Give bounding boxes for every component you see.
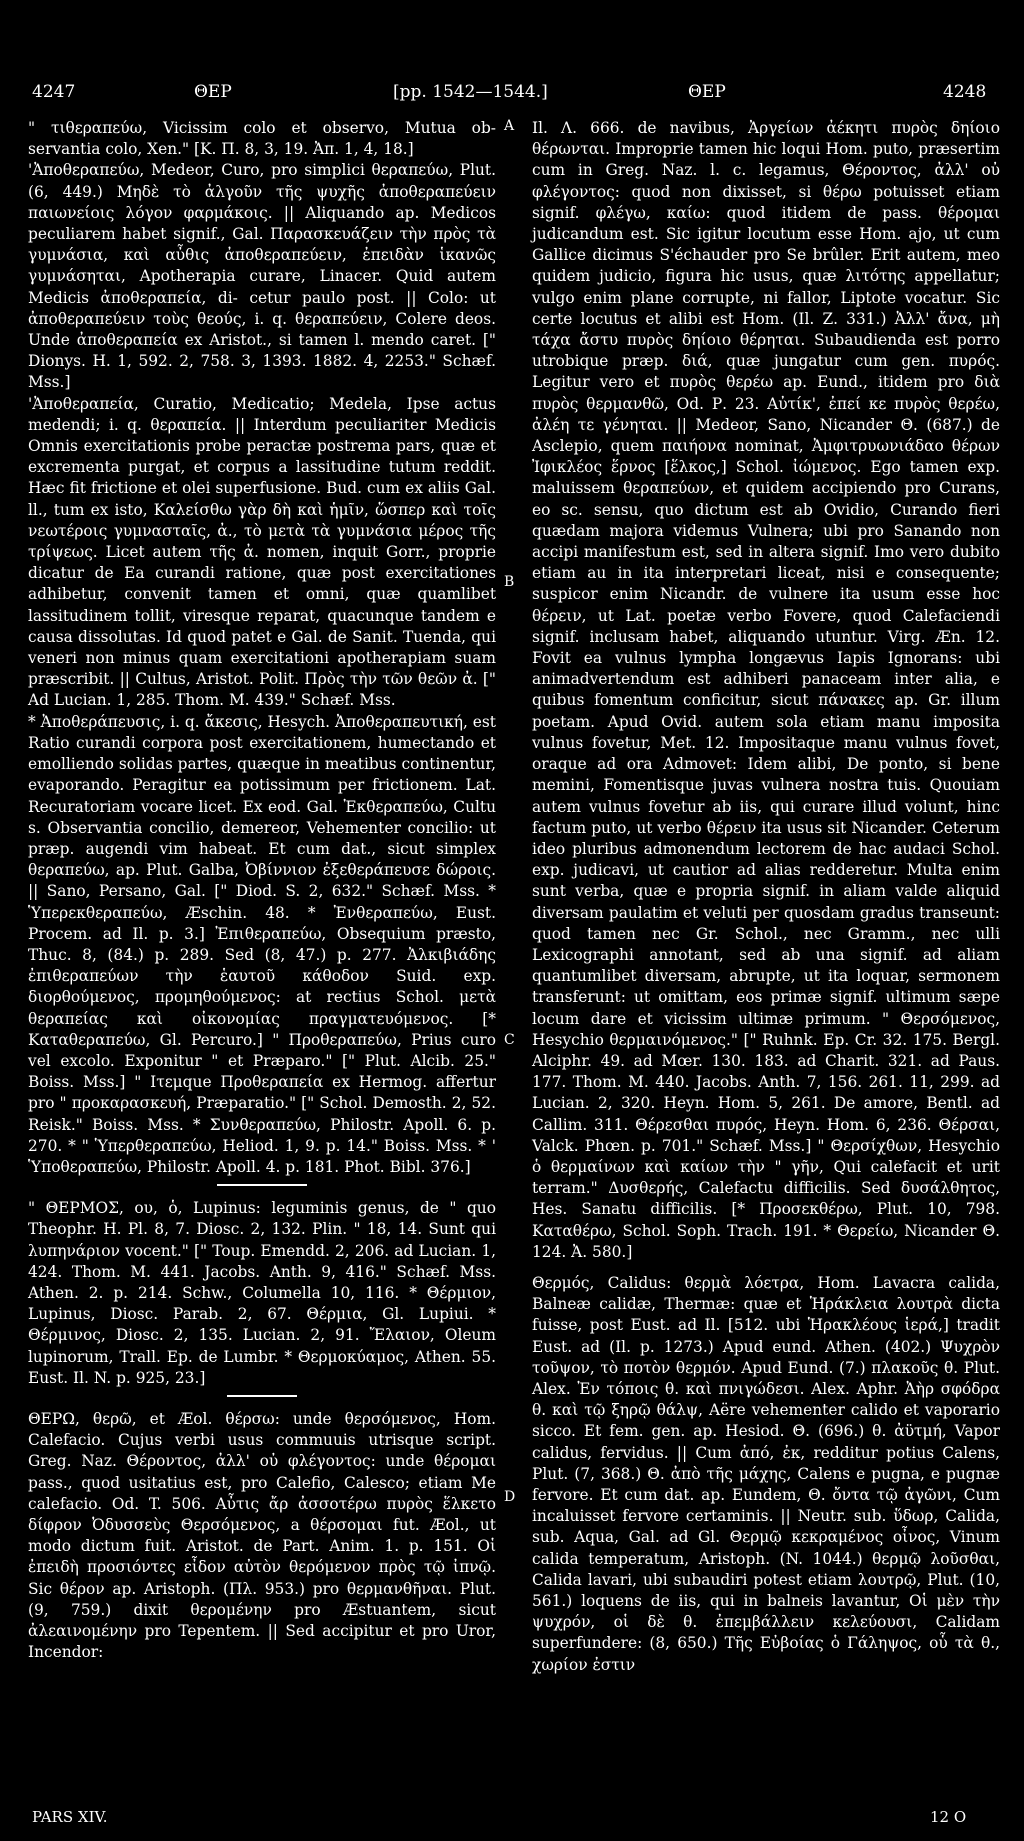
page-number-right: 4248 [943,82,987,102]
right-column [532,118,1000,1676]
footer-gathering: 12 O [930,1808,967,1826]
headword-right: ΘΕΡ [688,82,726,102]
margin-marker-a: A [504,118,515,134]
footer-signature: PARS XIV. [32,1808,108,1826]
entry-paragraph: 'Ἀποθεραπεία, Curatio, Medicatio; Medela, Ipse actus medendi; i. q. θεραπεία. || Interdum peculiariter Medicis Omnis exercitationis probe peractæ postrema pars, quæ et excrementa purgat, et corpus a lassitudine tutum reddit. Hæc fit frictione et olei superfusione. Bud. cum ex aliis Gal. ll., tum ex isto, Καλείσθω γὰρ δὴ καὶ ἡμῖν, ὥσπερ καὶ τοῖς νεωτέροις γυμνασταῖς, ἀ., τὸ μετὰ τὰ γυμνάσια μέρος τῆς τρίψεως. Licet autem τῆς ἀ. nomen, inquit Gorr., proprie dicatur de Ea curandi ratione, quæ post exercitationes adhibetur, convenit tamen et omni, quæ quamlibet lassitudinem tollit, viresque reparat, quacunque tandem e causa dissolutas. Id quod patet e Gal. de Sanit. Tuenda, qui veneri non minus quam exercitationi apotherapiam suam præscribit. || Cultus, Aristot. Polit. Πρὸς τὴν τῶν θεῶν ἀ. [" Ad Lucian. 1, 285. Thom. M. 439." Schæf. Mss. [28,394,496,710]
margin-marker-c: C [504,1032,515,1048]
entry-paragraph: " ΘΕΡΜΟΣ, ου, ὁ, Lupinus: leguminis genus, de " quo Theophr. H. Pl. 8, 7. Diosc. 2, 132. Plin. " 18, 14. Sunt qui λυπηνάριον vocent." [" Toup. Emendd. 2, 206. ad Lucian. 1, 424. Thom. M. 441. Jacobs. Anth. 9, 416." Schæf. Mss. Athen. 2. p. 214. Schw., Columella 10, 116. * Θέρμιον, Lupinus, Diosc. Parab. 2, 67. Θέρμια, Gl. Lupiui. * Θέρμινος, Diosc. 2, 135. Lucian. 2, 91. Ἔλαιον, Oleum lupinorum, Trall. Ep. de Lumbr. * Θερμοκύαμος, Athen. 55. Eust. Il. N. p. 925, 23.] [28,1199,496,1387]
entry-paragraph: Θερμός, Calidus: θερμὰ λόετρα, Hom. Lavacra calida, Balneæ calidæ, Thermæ: quæ et Ἡράκλεια λουτρὰ dicta fuisse, post Eust. ad Il. [512. ubi Ἡρακλέους ἱερά,] tradit Eust. ad (Il. p. 1273.) Apud eund. Athen. (402.) Ψυχρὸν τοῦψον, τὸ ποτὸν θερμόν. Apud Eund. (7.) πλακοῦς θ. Plut. Alex. Ἐν τόποις θ. καὶ πνιγώδεσι. Alex. Aphr. Ἀὴρ σφόδρα θ. καὶ τῷ ξηρῷ θάλψ, Aëre vehementer calido et vaporario sicco. Et fem. gen. ap. Hesiod. Θ. (696.) θ. ἀϋτμή, Vapor calidus, fervidus. || Cum ἀπό, ἐκ, redditur potius Calens, Plut. (7, 368.) Θ. ἀπὸ τῆς μάχης, Calens e pugna, e pugnæ fervore. Et cum dat. ap. Eundem, Θ. ὄντα τῷ ἀγῶνι, Cum incaluisset fervore certaminis. || Neutr. sub. ὕδωρ, Calida, sub. Aqua, Gal. ad Gl. Θερμῷ κεκραμένος οἶνος, Vinum calida temperatum, Aristoph. (N. 1044.) θερμῷ λοῦσθαι, Calida lavari, ubi subaudiri potest etiam λουτρῷ, Plut. (10, 561.) loquens de iis, qui in balneis lavantur, Οἱ μὲν τὴν ψυχρόν, οἱ δὲ θ. ἐπεμβάλλειν κελεύουσι, Calidam superfundere: (8, 650.) Τῆς Εὐβοίας ὁ Γάληψος, οὗ τὰ θ., χωρίον ἐστιν [532,1273,1000,1674]
margin-marker-d: D [504,1489,516,1505]
entry-paragraph: Il. Λ. 666. de navibus, Ἀργείων ἀέκητι πυρὸς δηίοιο θέρωνται. Improprie tamen hic loqui Hom. puto, præsertim cum in Greg. Naz. l. c. legamus, Θέροντος, ἀλλ' οὐ φλέγοντος: quod non dixisset, si θέρω potuisset etiam signif. φλέγω, καίω: quod itidem de pass. θέρομαι judicandum est. Sic igitur locutum esse Hom. ajo, ut cum Gallice dicimus S'échauder pro Se brûler. Erit autem, meo quidem judicio, figura hic usus, quæ λιτότης appellatur; vulgo enim plane corrupte, ni fallor, Liptote vocatur. Sic certe locutus et alibi est Hom. (Il. Ζ. 331.) Ἀλλ' ἄνα, μὴ τάχα ἄστυ πυρὸς δηίοιο θέρηται. Subaudienda est porro utrobique præp. διά, quæ jungatur cum gen. πυρός. Legitur vero et πυρὸς θερέω ap. Eund., itidem pro διὰ πυρὸς θερμανθῶ, Od. Ρ. 23. Αὐτίκ', ἐπεί κε πυρὸς θερέω, ἀλέη τε γένηται. || Medeor, Sano, Nicander Θ. (687.) de Asclepio, quem παιήονα nominat, Ἀμφιτρυωνιάδαο θέρων Ἰφικλέος ἕρνος [ἕλκος,] Schol. ἰώμενος. Ego tamen exp. maluissem θεραπεύων, et quidem accipiendo pro Curans, eo sc. sensu, quo dictum est ab Ovidio, Curando fieri quædam majora videmus Vulnera; ubi pro Sanando non accipi manifestum est, sed in altera signif. Imo vero dubito etiam au in ita interpretari liceat, nisi e consequente; suspicor enim Nicandr. de vulnere ita usum esse hoc θέρειν, ut Lat. poetæ verbo Fovere, quod Calefaciendi signif. inclusam habet, aliquando utuntur. Virg. Æn. 12. Fovit ea vulnus lympha longævus Iapis Ignorans: ubi animadvertendum est adhiberi panaceam inter alia, e quibus fomentum conficitur, sicut πάνακες ap. Gr. illum poetam. Apud Ovid. autem sola etiam manu imposita vulnus fovetur, Met. 12. Impositaque manu vulnus fovet, oraque ad ora Admovet: Idem alibi, De ponto, si bene memini, Fomentisque juvas vulnera nostra tuis. Quouiam autem vulnus fovetur ab iis, qui curare illud volunt, hinc factum puto, ut verbo θέρειν ita usus sit Nicander. Ceterum ideo pluribus admonendum lectorem de hac audaci Schol. exp. judicavi, ut cautior ad alias redderetur. Multa enim sunt verba, quæ e propria signif. in aliam valde aliquid diversam paulatim et veluti per quosdam gradus transeunt: quod tamen nec Gr. Schol., nec Gramm., nec ulli Lexicographi annotant, sed ab una signif. ad aliam quantumlibet diversam, abrupte, ut ita loquar, sermonem transferunt: ut omittam, eos primæ signif. ultimum sæpe locum dare et vicissim ultimæ primum. " Θερσόμενος, Hesychio θερμαινόμενος." [" Ruhnk. Ep. Cr. 32. 175. Bergl. Alciphr. 49. ad Mœr. 130. 183. ad Charit. 321. ad Paus. 177. Thom. M. 440. Jacobs. Anth. 7, 156. 261. 11, 299. ad Lucian. 2, 320. Heyn. Hom. 5, 261. De amore, Bentl. ad Callim. 311. Θέρεσθαι πυρός, Heyn. Hom. 6, 236. Θέρσαι, Valck. Phœn. p. 701." Schæf. Mss.] " Θερσίχθων, Hesychio ὁ θερμαίνων καὶ καίων τὴν " γῆν, Qui calefacit et urit terram." Δυσθερής, Calefactu difficilis. Sed δυσάλθητος, Hes. Sanatu difficilis. [* Προσεκθέρω, Plut. 10, 798. Καταθέρω, Schol. Soph. Trach. 191. * Θερείω, Nicander Θ. 124. Ἀ. 580.] [532,119,1000,1261]
left-column [28,118,496,1663]
entry-paragraph: " τιθεραπεύω, Vicissim colo et observo, Mutua ob- servantia colo, Xen." [K. Π. 8, 3, 19. Ἀπ. 1, 4, 18.] [28,119,496,159]
page-range: [pp. 1542—1544.] [393,82,548,102]
headword-left: ΘΕΡ [194,82,232,102]
margin-marker-b: B [504,574,515,590]
section-divider [217,1184,307,1186]
entry-paragraph: ΘΕΡΩ, θερῶ, et Æol. θέρσω: unde θερσόμενος, Hom. Calefacio. Cujus verbi usus commuuis utrisque script. Greg. Naz. Θέροντος, ἀλλ' οὐ φλέγοντος: unde θέρομαι pass., quod usitatius est, pro Calefio, Calesco; etiam Me calefacio. Od. T. 506. Αὖτις ἄρ ἀσσοτέρω πυρὸς ἕλκετο δίφρον Ὀδυσσεὺς Θερσόμενος, a θέρσομαι fut. Æol., ut modo dictum fuit. Aristot. de Part. Anim. 1. p. 151. Οἱ ἐπειδὴ προσιόντες εἶδον αὐτὸν θερόμενον πρὸς τῷ ἰπνῷ. Sic θέρον ap. Aristoph. (Πλ. 953.) pro θερμανθῆναι. Plut. (9, 759.) dixit θερομένην pro Æstuantem, sicut ἀλεαινομένην pro Tepentem. || Sed accipitur et pro Uror, Incendor: [28,1409,496,1662]
section-divider [227,1395,297,1397]
entry-paragraph: 'Ἀποθεραπεύω, Medeor, Curo, pro simplici θεραπεύω, Plut. (6, 449.) Μηδὲ τὸ ἀλγοῦν τῆς ψυχῆς ἀποθεραπεύειν παιωνείοις λόγον φαρμάκοις. || Aliquando ap. Medicos peculiarem habet signif., Gal. Παρασκευάζειν τὴν πρὸς τὰ γυμνάσια, καὶ αὖθις ἀποθεραπεύειν, ἐπειδὰν ἱκανῶς γυμνάσηται, Apotherapia curare, Linacer. Quid autem Medicis ἀποθεραπεία, di- cetur paulo post. || Colo: ut ἀποθεραπεύειν τοὺς θεούς, i. q. θεραπεύειν, Colere deos. Unde ἀποθεραπεία ex Aristot., si tamen l. mendo caret. [" Dionys. H. 1, 592. 2, 758. 3, 1393. 1882. 4, 2253." Schæf. Mss.] [28,161,496,392]
page-number-left: 4247 [32,82,76,102]
running-header [0,82,1024,112]
entry-paragraph: * Ἀποθεράπευσις, i. q. ἄκεσις, Hesych. Ἀποθεραπευτική, est Ratio curandi corpora post exercitationem, humectando et emolliendo solidas partes, quæque in meatibus continentur, evaporando. Peragitur ea potissimum per frictionem. Lat. Recuratoriam vocare licet. Ex eod. Gal. Ἐκθεραπεύω, Cultu s. Observantia concilio, demereor, Vehementer concilio: ut præp. augendi vim habeat. Et cum dat., sicut simplex θεραπεύω, ap. Plut. Galba, Ὀβίννιον ἐξεθεράπευσε δώροις. || Sano, Persano, Gal. [" Diod. S. 2, 632." Schæf. Mss. * Ὑπερεκθεραπεύω, Æschin. 48. * Ἐνθεραπεύω, Eust. Procem. ad Il. p. 3.] Ἐπιθεραπεύω, Obsequium præsto, Thuc. 8, (84.) p. 289. Sed (8, 47.) p. 277. Ἀλκιβιάδης ἐπιθεραπεύων τὴν ἑαυτοῦ κάθοδον Suid. exp. διορθούμενος, προμηθούμενος: at rectius Schol. μετὰ θεραπείας καὶ οἰκονομίας πραγματευόμενος. [* Καταθεραπεύω, Gl. Percuro.] " Προθεραπεύω, Prius curo vel excolo. Exponitur " et Præparo." [" Plut. Alcib. 25." Boiss. Mss.] " Ιτεμque Προθεραπεία ex Hermog. affertur pro " προκαρασκευή, Præparatio." [" Schol. Demosth. 2, 52. Reisk." Boiss. Mss. * Συνθεραπεύω, Philostr. Apoll. 6. p. 270. * " Ὑπερθεραπεύω, Heliod. 1, 9. p. 14." Boiss. Mss. * ' Ὑποθεραπεύω, Philostr. Apoll. 4. p. 181. Phot. Bibl. 376.] [28,712,496,1176]
